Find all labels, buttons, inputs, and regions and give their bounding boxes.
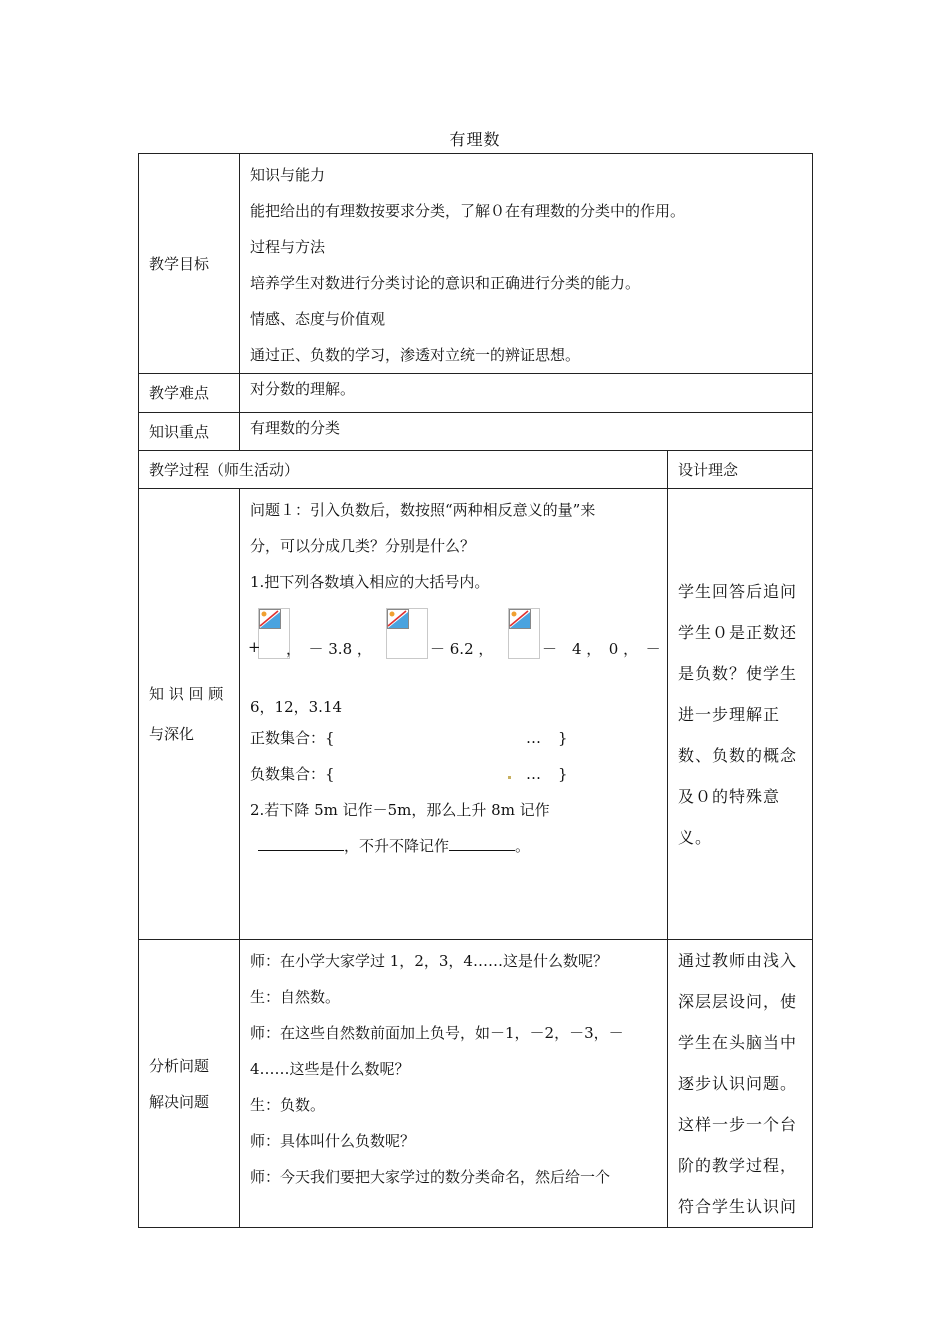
missing-image-placeholder xyxy=(508,608,540,659)
key-point-row xyxy=(139,413,813,451)
design-line: 进一步理解正 xyxy=(678,704,781,724)
dialogue-line: 师：在这些自然数前面加上负号，如－1，－2，－3，－ xyxy=(250,1024,624,1042)
question-2-end: 。 xyxy=(515,837,531,855)
design-line: 学生在头脑当中 xyxy=(678,1033,798,1052)
dialogue-line: 师：在小学大家学过 1，2，3，4……这是什么数呢？ xyxy=(250,952,608,970)
goals-line: 情感、态度与价值观 xyxy=(250,310,386,328)
key-point-label: 知识重点 xyxy=(139,413,240,451)
dialogue-line: 生：负数。 xyxy=(250,1096,326,1114)
review-line: 分，可以分成几类？分别是什么？ xyxy=(250,537,476,555)
positive-set-label: 正数集合：{ xyxy=(250,729,335,747)
review-label-line: 与深化 xyxy=(149,725,195,743)
design-line: 通过教师由浅入 xyxy=(678,951,798,970)
question-2-blanks xyxy=(250,828,657,864)
difficulty-text: 对分数的理解。 xyxy=(240,374,813,413)
process-header: 教学过程（师生活动） xyxy=(139,451,668,489)
design-line: 是负数？使学生 xyxy=(678,663,798,683)
design-line: 学生０是正数还 xyxy=(678,622,798,642)
design-header: 设计理念 xyxy=(668,451,813,489)
design-line: 及０的特殊意 xyxy=(678,786,781,806)
missing-image-placeholder xyxy=(386,608,428,659)
design-line: 符合学生认识问 xyxy=(678,1197,798,1216)
number-item: 6，12，3.14 xyxy=(250,698,343,716)
review-design xyxy=(668,489,813,940)
goals-line: 过程与方法 xyxy=(250,238,326,256)
analysis-design xyxy=(668,940,813,1228)
negative-set xyxy=(250,756,657,792)
positive-set xyxy=(250,720,657,756)
difficulty-label: 教学难点 xyxy=(139,374,240,413)
dot-mark xyxy=(508,776,511,779)
image-icon xyxy=(259,609,281,629)
review-line: 问题１：引入负数后，数按照“两种相反意义的量”来 xyxy=(250,501,596,519)
review-label xyxy=(139,489,240,940)
design-line: 数、负数的概念 xyxy=(678,745,798,765)
goals-line: 培养学生对数进行分类讨论的意识和正确进行分类的能力。 xyxy=(250,274,641,292)
dialogue-line: 生：自然数。 xyxy=(250,988,341,1006)
dialogue-line: 师：今天我们要把大家学过的数分类命名，然后给一个 xyxy=(250,1168,611,1186)
design-line: 阶的教学过程， xyxy=(678,1156,798,1175)
design-line: 义。 xyxy=(678,827,713,847)
ellipsis: … xyxy=(526,765,541,783)
question-2-text: ，不升不降记作 xyxy=(344,837,450,855)
number-list xyxy=(248,600,661,716)
analysis-label xyxy=(139,940,240,1228)
analysis-label-line: 解决问题 xyxy=(149,1092,210,1111)
lesson-plan-table xyxy=(138,153,813,1228)
review-label-line: 知 识 回 顾 xyxy=(149,685,224,703)
answer-blank[interactable] xyxy=(258,832,344,851)
number-item: － 4 ， 0 ， － xyxy=(542,640,661,658)
review-row xyxy=(139,489,813,940)
goals-line: 通过正、负数的学习，渗透对立统一的辨证思想。 xyxy=(250,346,581,364)
review-content xyxy=(240,489,668,940)
design-line: 这样一步一个台 xyxy=(678,1115,798,1134)
number-item: － 6.2 ， xyxy=(430,640,494,658)
image-icon xyxy=(509,609,531,629)
goals-row xyxy=(139,154,813,374)
goals-line: 能把给出的有理数按要求分类，了解０在有理数的分类中的作用。 xyxy=(250,202,686,220)
analysis-label-line: 分析问题 xyxy=(149,1056,210,1075)
plus-sign: + xyxy=(248,638,261,656)
difficulty-row xyxy=(139,374,813,413)
negative-set-label: 负数集合：{ xyxy=(250,765,335,783)
analysis-row xyxy=(139,940,813,1228)
image-icon xyxy=(387,609,409,629)
question-2: 2.若下降 5m 记作－5m，那么上升 8m 记作 xyxy=(250,801,550,819)
key-point-text: 有理数的分类 xyxy=(240,413,813,451)
goals-line: 知识与能力 xyxy=(250,166,326,184)
goals-content xyxy=(240,154,813,374)
review-line: 1.把下列各数填入相应的大括号内。 xyxy=(250,573,490,591)
process-header-row xyxy=(139,451,813,489)
design-line: 深层层设问，使 xyxy=(678,992,798,1011)
goals-label: 教学目标 xyxy=(139,154,240,374)
dialogue-line: 4……这些是什么数呢？ xyxy=(250,1060,410,1078)
dialogue-line: 师：具体叫什么负数呢？ xyxy=(250,1132,416,1150)
ellipsis: … xyxy=(526,729,541,747)
design-line: 学生回答后追问 xyxy=(678,581,798,601)
analysis-content xyxy=(240,940,668,1228)
brace: } xyxy=(558,765,568,783)
number-item: ， － 3.8 ， xyxy=(286,640,372,658)
brace: } xyxy=(558,729,568,747)
page-title: 有理数 xyxy=(449,130,501,149)
answer-blank[interactable] xyxy=(449,832,515,851)
design-line: 逐步认识问题。 xyxy=(678,1074,798,1093)
